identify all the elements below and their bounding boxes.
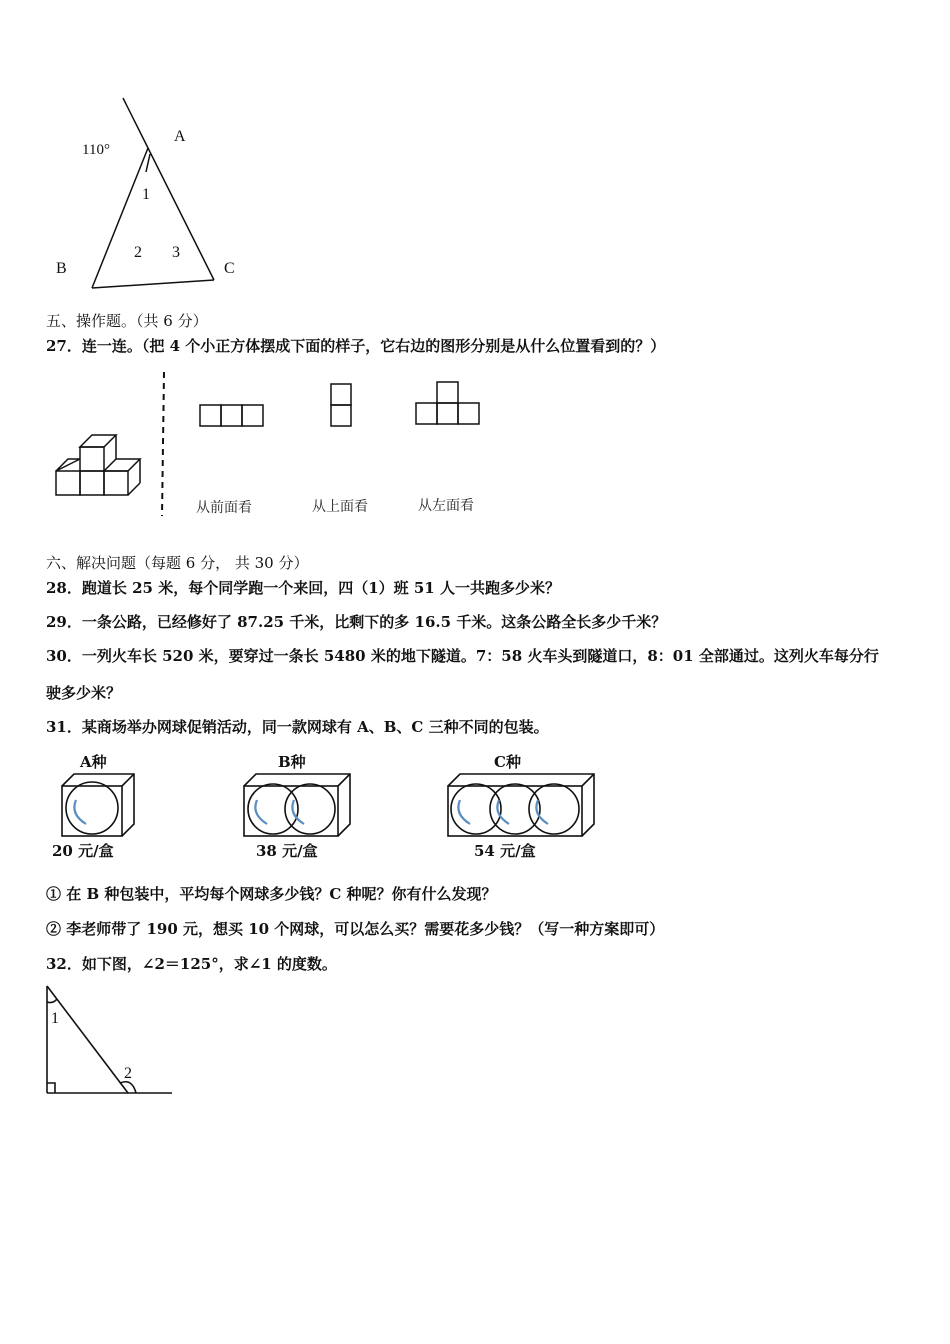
- q31-text: 31．某商场举办网球促销活动，同一款网球有 A、B、C 三种不同的包装。: [46, 718, 549, 736]
- angle-110-label: 110°: [82, 142, 110, 158]
- angle-1-label: 1: [142, 186, 150, 203]
- right-triangle-diagram: [40, 982, 180, 1100]
- pack-a-price: 20 元/盒: [52, 842, 114, 860]
- triangle-diagram: [50, 92, 250, 297]
- pack-b-price: 38 元/盒: [256, 842, 318, 860]
- q31-sub1: ① 在 B 种包装中，平均每个网球多少钱？C 种呢？你有什么发现？: [46, 885, 497, 903]
- angle-3-label: 3: [172, 244, 180, 261]
- section5-heading: 五、操作题。（共 6 分）: [46, 312, 208, 330]
- q28-text: 28．跑道长 25 米，每个同学跑一个来回，四（1）班 51 人一共跑多少米？: [46, 579, 560, 597]
- tennis-pack-figure: [46, 748, 606, 863]
- q32-angle-1-label: 1: [51, 1010, 59, 1027]
- left-view-caption: 从左面看: [418, 498, 474, 514]
- top-view-caption: 从上面看: [312, 499, 368, 515]
- q27-text: 27．连一连。（把 4 个小正方体摆成下面的样子，它右边的图形分别是从什么位置看到的？）: [46, 337, 666, 355]
- q30-text-line1: 30．一列火车长 520 米，要穿过一条长 5480 米的地下隧道。7：58 火车头到隧道口，8：01 全部通过。这列火车每分行: [46, 647, 879, 665]
- q32-angle-2-label: 2: [124, 1065, 132, 1082]
- pack-b-label: B种: [278, 753, 306, 771]
- vertex-b-label: B: [56, 260, 67, 277]
- pack-c-label: C种: [494, 753, 521, 771]
- q30-text-line2: 驶多少米？: [46, 684, 122, 702]
- q32-text: 32．如下图，∠2＝125°，求∠1 的度数。: [46, 955, 337, 973]
- q29-text: 29．一条公路，已经修好了 87.25 千米，比剩下的多 16.5 千米。这条公路全长多少千米？: [46, 613, 667, 631]
- angle-2-label: 2: [134, 244, 142, 261]
- pack-a-label: A种: [80, 753, 107, 771]
- vertex-a-label: A: [174, 128, 186, 145]
- front-view-caption: 从前面看: [196, 500, 252, 516]
- vertex-c-label: C: [224, 260, 235, 277]
- section6-heading: 六、解决问题（每题 6 分， 共 30 分）: [46, 554, 309, 572]
- right-triangle-figure: [40, 982, 180, 1100]
- q31-sub2: ② 李老师带了 190 元，想买 10 个网球，可以怎么买？需要花多少钱？（写一种方案即可）: [46, 920, 665, 938]
- triangle-figure: [50, 92, 250, 297]
- pack-c-price: 54 元/盒: [474, 842, 536, 860]
